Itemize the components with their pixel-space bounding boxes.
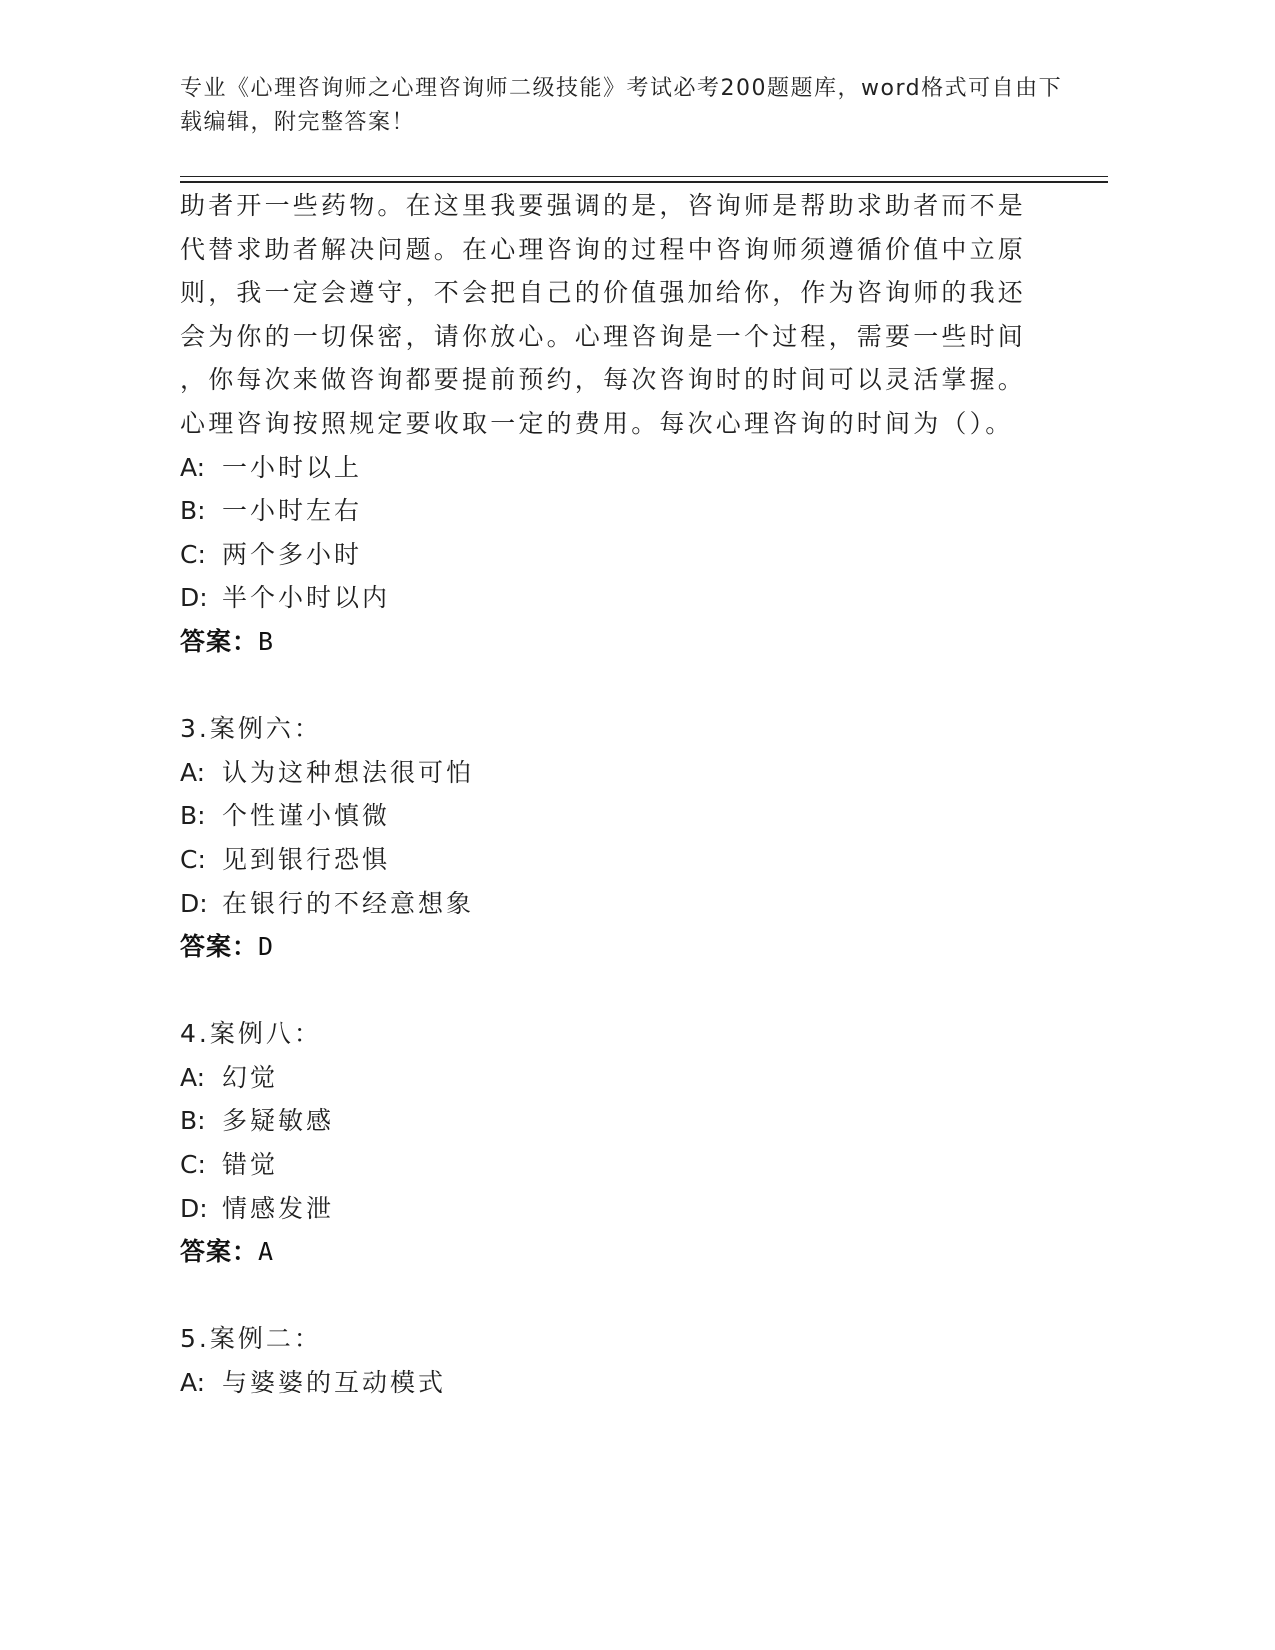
question-title: 4.案例八：: [180, 1019, 322, 1049]
spacer: [180, 664, 1080, 708]
header-title: 专业《心理咨询师之心理咨询师二级技能》考试必考200题题库，word格式可自由下载编辑，附完整答案！: [180, 76, 1063, 135]
option-b: [180, 489, 1080, 533]
option-key: A:: [180, 452, 206, 482]
question-title: 5.案例二：: [180, 1324, 322, 1354]
option-text: 见到银行恐惧: [222, 844, 391, 874]
option-text: 认为这种想法很可怕: [222, 757, 475, 787]
option-text: 幻觉: [222, 1062, 279, 1092]
option-text: 在银行的不经意想象: [222, 888, 475, 918]
option-text: 两个多小时: [222, 539, 363, 569]
option-b: [180, 794, 1080, 838]
answer-label: 答案：: [180, 626, 259, 656]
answer-line: [180, 925, 1080, 969]
header-divider-top: [180, 176, 1108, 177]
answer-label: 答案：: [180, 1237, 259, 1267]
option-key: D:: [180, 583, 208, 613]
option-c: [180, 838, 1080, 882]
paragraph-line: 则，我一定会遵守，不会把自己的价值强加给你，作为咨询师的我还: [180, 278, 1027, 308]
option-key: B:: [180, 496, 206, 526]
option-key: D:: [180, 888, 208, 918]
option-key: D:: [180, 1193, 208, 1223]
header-divider-bottom: [180, 181, 1108, 183]
spacer: [180, 969, 1080, 1013]
paragraph-line: ，你每次来做咨询都要提前预约，每次咨询时的时间可以灵活掌握。: [180, 365, 1027, 395]
answer-value: A: [258, 1237, 275, 1267]
option-key: A:: [180, 1368, 206, 1398]
question-continuation: [180, 184, 1080, 664]
option-b: [180, 1099, 1080, 1143]
option-text: 一小时左右: [222, 496, 363, 526]
question-title: 3.案例六：: [180, 714, 322, 744]
option-d: [180, 882, 1080, 926]
answer-line: [180, 1230, 1080, 1274]
option-c: [180, 533, 1080, 577]
answer-value: B: [258, 626, 275, 656]
option-key: A:: [180, 757, 206, 787]
option-text: 情感发泄: [222, 1193, 335, 1223]
question-3: [180, 707, 1080, 969]
option-d: [180, 1187, 1080, 1231]
option-key: A:: [180, 1062, 206, 1092]
option-c: [180, 1143, 1080, 1187]
question-4: [180, 1012, 1080, 1274]
answer-value: D: [258, 932, 275, 962]
paragraph-line: 助者开一些药物。在这里我要强调的是，咨询师是帮助求助者而不是: [180, 191, 1027, 220]
answer-label: 答案：: [180, 932, 259, 962]
option-text: 错觉: [222, 1150, 279, 1180]
paragraph-line: 代替求助者解决问题。在心理咨询的过程中咨询师须遵循价值中立原: [180, 234, 1027, 264]
option-text: 个性谨小慎微: [222, 801, 391, 831]
paragraph-line: 心理咨询按照规定要收取一定的费用。每次心理咨询的时间为（）。: [180, 408, 1014, 438]
option-d: [180, 576, 1080, 620]
paragraph-line: 会为你的一切保密，请你放心。心理咨询是一个过程，需要一些时间: [180, 321, 1027, 351]
option-key: C:: [180, 844, 206, 874]
option-a: [180, 1361, 1080, 1405]
option-key: B:: [180, 801, 206, 831]
answer-line: [180, 620, 1080, 664]
option-a: [180, 1056, 1080, 1100]
option-text: 半个小时以内: [222, 583, 391, 613]
option-text: 与婆婆的互动模式: [222, 1368, 447, 1398]
option-text: 一小时以上: [222, 452, 363, 482]
spacer: [180, 1274, 1080, 1318]
option-key: C:: [180, 539, 206, 569]
document-body: [180, 184, 1080, 1405]
option-text: 多疑敏感: [222, 1106, 335, 1136]
option-key: C:: [180, 1150, 206, 1180]
document-header: [180, 72, 1080, 140]
option-a: [180, 751, 1080, 795]
question-5: [180, 1317, 1080, 1404]
option-key: B:: [180, 1106, 206, 1136]
option-a: [180, 446, 1080, 490]
